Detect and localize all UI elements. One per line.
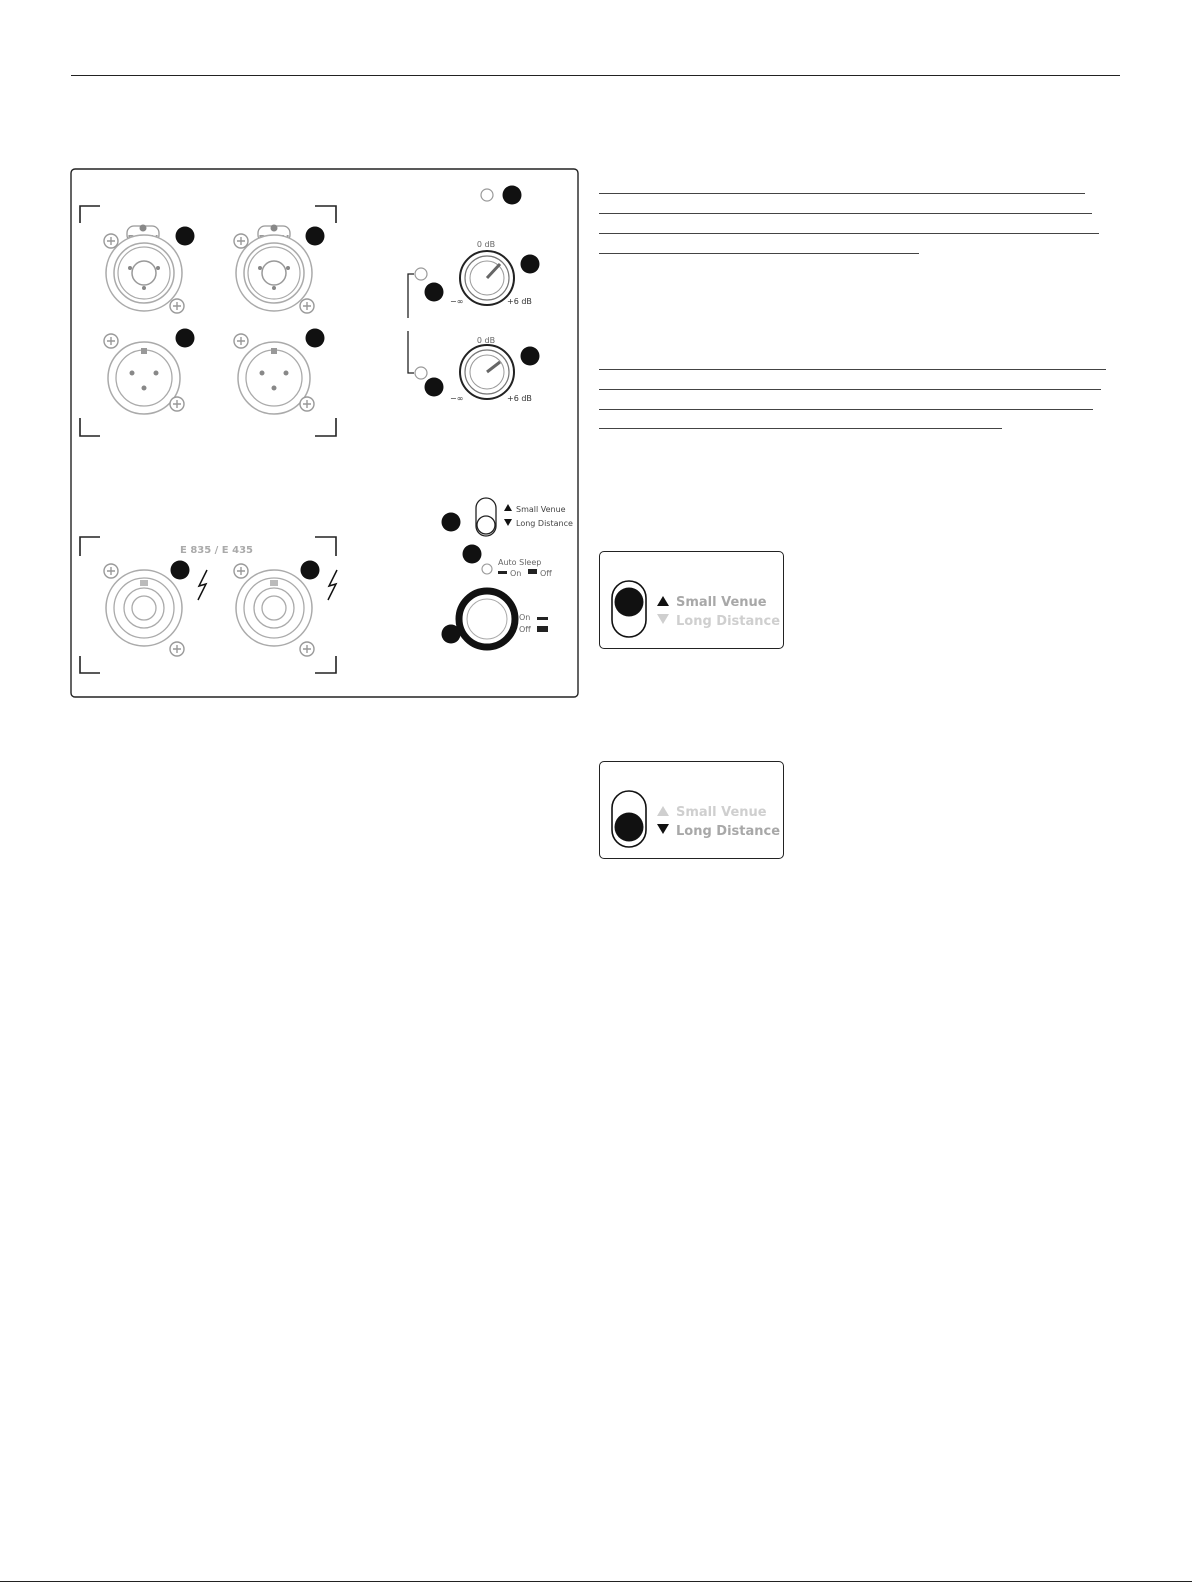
callout-marker bbox=[442, 625, 461, 644]
rear-panel-diagram bbox=[70, 168, 580, 700]
gain-zero-label-2: 0 dB bbox=[476, 336, 496, 345]
callout-marker bbox=[176, 227, 195, 246]
callout-marker bbox=[171, 561, 190, 580]
switch-knob bbox=[615, 813, 644, 842]
mode-switch[interactable] bbox=[476, 498, 496, 536]
gain-min-label-1: −∞ bbox=[450, 297, 464, 306]
speakon-model-label: E 835 / E 435 bbox=[180, 545, 253, 556]
text-line bbox=[599, 193, 1085, 194]
small-venue-label: Small Venue bbox=[676, 595, 767, 610]
switch-knob bbox=[615, 588, 644, 617]
callout-marker bbox=[301, 561, 320, 580]
callout-marker bbox=[463, 545, 482, 564]
text-line bbox=[599, 428, 1002, 429]
switch-illustration-long-distance bbox=[599, 761, 784, 859]
triangle-down-icon bbox=[657, 824, 669, 834]
signal-led-2 bbox=[415, 367, 427, 379]
gain-knob-2[interactable] bbox=[460, 345, 514, 399]
switch-illustration-small-venue bbox=[599, 551, 784, 649]
callout-marker bbox=[521, 255, 540, 274]
power-on-label: On bbox=[519, 613, 531, 622]
text-line bbox=[599, 389, 1101, 390]
text-line bbox=[599, 213, 1092, 214]
text-line bbox=[599, 233, 1099, 234]
callout-marker bbox=[425, 283, 444, 302]
power-off-label: Off bbox=[519, 625, 531, 634]
auto-sleep-on-label: On bbox=[510, 569, 522, 578]
gain-min-label-2: −∞ bbox=[450, 394, 464, 403]
status-led bbox=[481, 189, 493, 201]
callout-marker bbox=[306, 227, 325, 246]
auto-sleep-led bbox=[482, 564, 492, 574]
callout-marker bbox=[442, 513, 461, 532]
triangle-up-icon bbox=[657, 596, 669, 606]
long-distance-label: Long Distance bbox=[676, 614, 781, 629]
auto-sleep-off-label: Off bbox=[540, 569, 552, 578]
power-button[interactable] bbox=[459, 591, 515, 647]
gain-max-label-2: +6 dB bbox=[507, 394, 532, 403]
signal-led-1 bbox=[415, 268, 427, 280]
footer-rule bbox=[0, 1581, 1192, 1582]
text-line bbox=[599, 369, 1106, 370]
text-line bbox=[599, 253, 919, 254]
callout-marker bbox=[503, 186, 522, 205]
mode-small-venue-label: Small Venue bbox=[516, 505, 566, 514]
auto-sleep-label: Auto Sleep bbox=[498, 558, 542, 567]
gain-zero-label-1: 0 dB bbox=[476, 240, 496, 249]
callout-marker bbox=[521, 347, 540, 366]
callout-marker bbox=[425, 378, 444, 397]
gain-knob-1[interactable] bbox=[460, 251, 514, 305]
gain-max-label-1: +6 dB bbox=[507, 297, 532, 306]
mode-long-distance-label: Long Distance bbox=[516, 519, 573, 528]
triangle-up-icon bbox=[657, 806, 669, 816]
long-distance-label: Long Distance bbox=[676, 824, 781, 839]
small-venue-label: Small Venue bbox=[676, 805, 767, 820]
triangle-down-icon bbox=[657, 614, 669, 624]
text-line bbox=[599, 409, 1093, 410]
callout-marker bbox=[176, 329, 195, 348]
header-rule bbox=[71, 75, 1120, 76]
callout-marker bbox=[306, 329, 325, 348]
